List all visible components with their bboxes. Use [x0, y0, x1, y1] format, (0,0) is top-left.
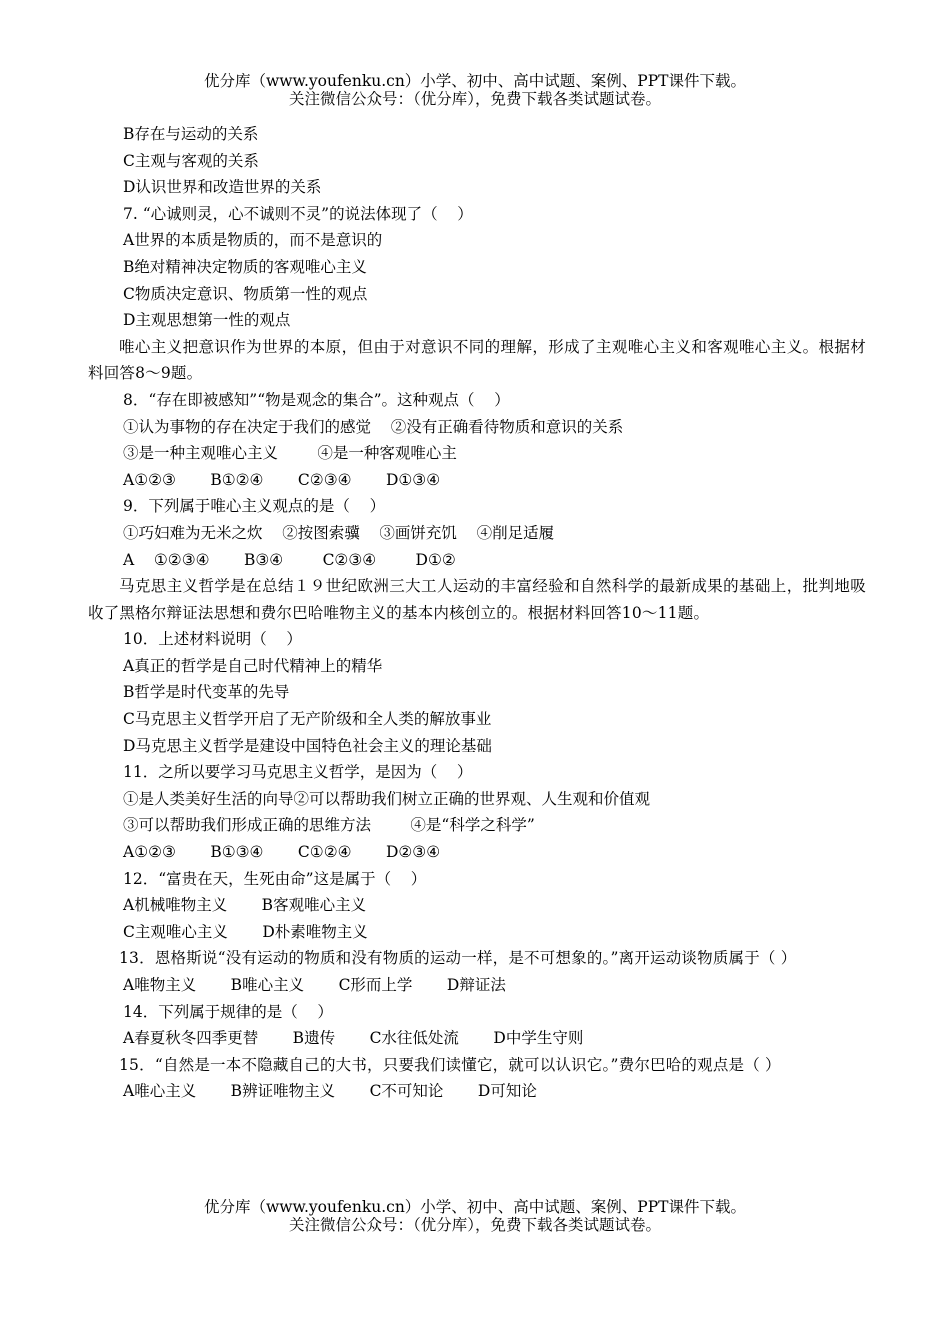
- q10-option-a: A真正的哲学是自己时代精神上的精华: [123, 656, 383, 675]
- q9-stem: 9．下列属于唯心主义观点的是（ ）: [123, 497, 386, 516]
- q14-choices: A春夏秋冬四季更替 B遗传 C水往低处流 D中学生守则: [123, 1029, 584, 1048]
- q14-stem: 14．下列属于规律的是（ ）: [123, 1002, 333, 1021]
- q13-stem: 13．恩格斯说“没有运动的物质和没有物质的运动一样，是不可想象的。”离开运动谈物质属于（ ）: [119, 949, 797, 968]
- q13-choices: A唯物主义 B唯心主义 C形而上学 D辩证法: [123, 976, 506, 994]
- q7-option-b: B绝对精神决定物质的客观唯心主义: [123, 257, 367, 276]
- exam-content: [88, 121, 866, 1105]
- q12-stem: 12．“富贵在天，生死由命”这是属于（ ）: [123, 869, 427, 888]
- page-footer: [0, 1198, 950, 1234]
- q15-stem: 15．“自然是一本不隐藏自己的大书，只要我们读懂它，就可以认识它。”费尔巴哈的观点是（ ）: [119, 1055, 781, 1074]
- header-line-1: 优分库（www.youfenku.cn）小学、初中、高中试题、案例、PPT课件下载。: [203, 72, 747, 90]
- q7-option-a: A世界的本质是物质的，而不是意识的: [123, 231, 383, 250]
- q9-choices: A ①②③④ B③④ C②③④ D①②: [123, 550, 456, 569]
- q11-options-line-2: ③可以帮助我们形成正确的思维方法 ④是“科学之科学”: [123, 816, 535, 835]
- q8-options-line-2: ③是一种主观唯心主义 ④是一种客观唯心主: [123, 444, 457, 463]
- q6-option-d: D认识世界和改造世界的关系: [123, 178, 322, 197]
- q8-options-line-1: ①认为事物的存在决定于我们的感觉 ②没有正确看待物质和意识的关系: [123, 417, 624, 436]
- q7-stem: 7. “心诚则灵，心不诚则不灵”的说法体现了（ ）: [123, 204, 473, 223]
- q11-choices: A①②③ B①③④ C①②④ D②③④: [123, 843, 441, 862]
- q7-option-d: D主观思想第一性的观点: [123, 311, 291, 330]
- q6-option-b: B存在与运动的关系: [123, 125, 259, 143]
- q10-option-d: D马克思主义哲学是建设中国特色社会主义的理论基础: [123, 736, 492, 755]
- q10-option-c: C马克思主义哲学开启了无产阶级和全人类的解放事业: [123, 710, 492, 729]
- q10-option-b: B哲学是时代变革的先导: [123, 683, 290, 702]
- footer-line-2: 关注微信公众号：（优分库），免费下载各类试题试卷。: [288, 1216, 661, 1234]
- footer-line-1: 优分库（www.youfenku.cn）小学、初中、高中试题、案例、PPT课件下载。: [203, 1198, 747, 1216]
- header-line-2: 关注微信公众号：（优分库），免费下载各类试题试卷。: [288, 90, 661, 108]
- q11-options-line-1: ①是人类美好生活的向导②可以帮助我们树立正确的世界观、人生观和价值观: [123, 789, 651, 808]
- material-paragraph-1: 唯心主义把意识作为世界的本原，但由于对意识不同的理解，形成了主观唯心主义和客观唯心主义。根据材料回答8～9题。: [88, 337, 866, 383]
- q12-options-cd: C主观唯心主义 D朴素唯物主义: [123, 922, 368, 941]
- material-paragraph-2: 马克思主义哲学是在总结１９世纪欧洲三大工人运动的丰富经验和自然科学的最新成果的基础上，批判地吸收了黑格尔辩证法思想和费尔巴哈唯物主义的基本内核创立的。根据材料回答10～11题。: [88, 577, 866, 622]
- q12-options-ab: A机械唯物主义 B客观唯心主义: [123, 896, 367, 915]
- q10-stem: 10．上述材料说明（ ）: [123, 630, 302, 649]
- q15-choices: A唯心主义 B辨证唯物主义 C不可知论 D可知论: [123, 1082, 537, 1101]
- q8-stem: 8．“存在即被感知”“物是观念的集合”。这种观点（ ）: [123, 390, 510, 409]
- q11-stem: 11．之所以要学习马克思主义哲学，是因为（ ）: [123, 763, 473, 782]
- page-header: [0, 72, 950, 108]
- q9-options: ①巧妇难为无米之炊 ②按图索骥 ③画饼充饥 ④削足适履: [123, 523, 555, 542]
- q7-option-c: C物质决定意识、物质第一性的观点: [123, 284, 368, 303]
- q8-choices: A①②③ B①②④ C②③④ D①③④: [123, 470, 441, 489]
- q6-option-c: C主观与客观的关系: [123, 151, 259, 170]
